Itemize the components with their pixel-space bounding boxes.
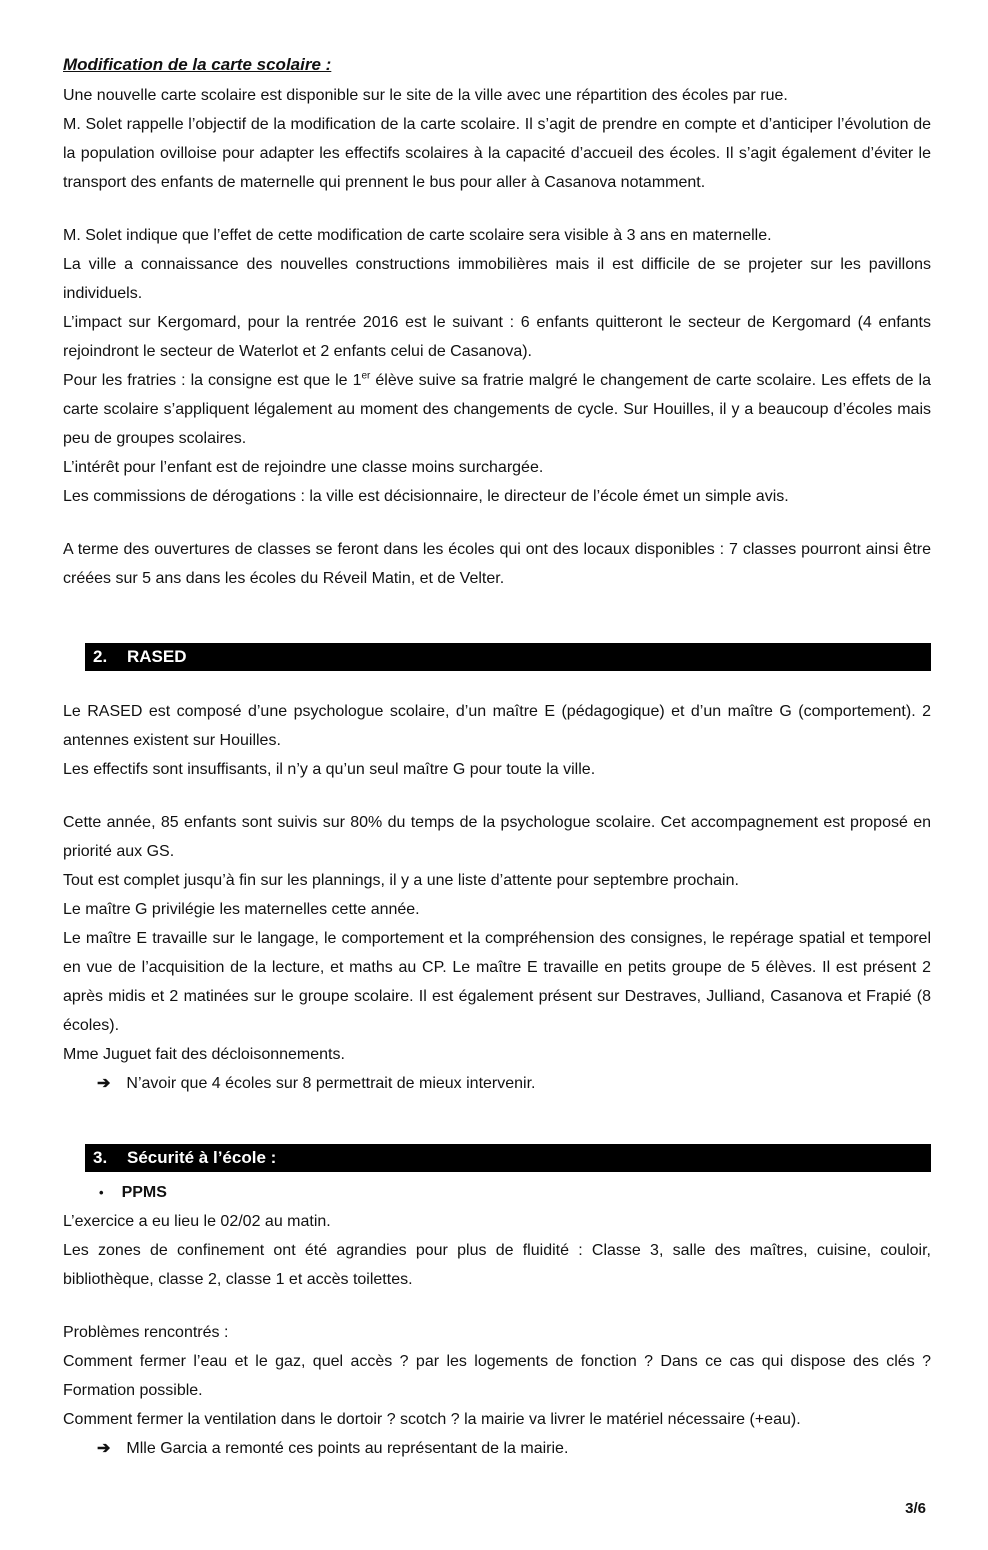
document-title: Modification de la carte scolaire :: [63, 55, 332, 74]
paragraph-effectifs: Les effectifs sont insuffisants, il n’y a qu’un seul maître G pour toute la ville.: [63, 761, 596, 778]
paragraph-interet-enfant: L’intérêt pour l’enfant est de rejoindre une classe moins surchargée.: [63, 459, 544, 476]
blank-line: [63, 1294, 931, 1318]
bullet-icon: •: [99, 1185, 104, 1200]
paragraph-exercice: L’exercice a eu lieu le 02/02 au matin.: [63, 1213, 331, 1230]
bullet-item-ppms: [63, 1178, 931, 1207]
section-title: RASED: [127, 647, 187, 666]
blank-line: [63, 784, 931, 808]
paragraph-fratries: [63, 366, 931, 453]
paragraph-juguet: Mme Juguet fait des décloisonnements.: [63, 1046, 345, 1063]
paragraph-eau-gaz: Comment fermer l’eau et le gaz, quel accès ? par les logements de fonction ? Dans ce cas qui dispose des clés ? Formation possible.: [63, 1353, 931, 1399]
paragraph-problemes-rencontres: Problèmes rencontrés :: [63, 1324, 229, 1341]
paragraph-rased-composition: Le RASED est composé d’une psychologue scolaire, d’un maître E (pédagogique) et d’un maître G (comportement). 2 antennes existent sur Houilles.: [63, 703, 931, 749]
superscript-ordinal: er: [361, 370, 371, 382]
arrow-icon: ➔: [97, 1075, 111, 1092]
blank-line: [63, 511, 931, 535]
action-item-text: N’avoir que 4 écoles sur 8 permettrait de mieux intervenir.: [126, 1075, 536, 1092]
paragraph-plannings: Tout est complet jusqu’à fin sur les plannings, il y a une liste d’attente pour septembre prochain.: [63, 872, 739, 889]
arrow-icon: ➔: [97, 1440, 111, 1457]
document-body: [63, 50, 931, 1463]
paragraph-zones-confinement: Les zones de confinement ont été agrandies pour plus de fluidité : Classe 3, salle des maîtres, cuisine, couloir, bibliothèque, classe 2, classe 1 et accès toilettes.: [63, 1242, 931, 1288]
action-item-garcia: [63, 1434, 931, 1463]
paragraph-nouvelle-carte: Une nouvelle carte scolaire est disponible sur le site de la ville avec une répartition des écoles par rue.: [63, 87, 788, 104]
paragraph-constructions: La ville a connaissance des nouvelles constructions immobilières mais il est difficile de se projeter sur les pavillons individuels.: [63, 256, 931, 302]
paragraph-ouvertures-classes: A terme des ouvertures de classes se feront dans les écoles qui ont des locaux disponibles : 7 classes pourront ainsi être créées sur 5 ans dans les écoles du Réveil Matin, et de Velter.: [63, 541, 931, 587]
bullet-item-label: PPMS: [121, 1184, 167, 1201]
paragraph-85-enfants: Cette année, 85 enfants sont suivis sur 80% du temps de la psychologue scolaire. Cet accompagnement est proposé en priorité aux GS.: [63, 814, 931, 860]
paragraph-maitre-e: Le maître E travaille sur le langage, le comportement et la compréhension des consignes, le repérage spatial et temporel en vue de l’acquisition de la lecture, et maths au CP. Le maître E travaille en petits groupe de 5 élèves. Il est présent 2 après midis et 2 matinées sur le groupe scolaire. Il est également présent sur Destraves, Julliand, Casanova et Frapié (8 écoles).: [63, 930, 931, 1034]
paragraph-ventilation: Comment fermer la ventilation dans le dortoir ? scotch ? la mairie va livrer le matériel nécessaire (+eau).: [63, 1411, 801, 1428]
paragraph-impact-kergomard: L’impact sur Kergomard, pour la rentrée 2016 est le suivant : 6 enfants quitteront le secteur de Kergomard (4 enfants rejoindront le secteur de Waterlot et 2 enfants celui de Casanova).: [63, 314, 931, 360]
section-heading-rased: [85, 643, 931, 671]
paragraph-objectif: M. Solet rappelle l’objectif de la modification de la carte scolaire. Il s’agit de prendre en compte et d’anticiper l’évolution de la population ovilloise pour adapter les effectifs scolaires à la capacité d’accueil des écoles. Il s’agit également d’éviter le transport des enfants de maternelle qui prennent le bus pour aller à Casanova notamment.: [63, 116, 931, 191]
paragraph-effet-visible: M. Solet indique que l’effet de cette modification de carte scolaire sera visible à 3 ans en maternelle.: [63, 227, 772, 244]
section-title: Sécurité à l’école :: [127, 1148, 277, 1167]
blank-line: [63, 197, 931, 221]
text-run: Pour les fratries : la consigne est que le 1: [63, 372, 362, 389]
paragraph-derogations: Les commissions de dérogations : la ville est décisionnaire, le directeur de l’école émet un simple avis.: [63, 488, 789, 505]
text-run: élève suive sa fratrie malgré le changement de carte scolaire. Les effets de la carte scolaire s’appliquent légalement au moment des changements de cycle. Sur Houilles, il y a beaucoup d’écoles mais peu de groupes scolaires.: [63, 372, 931, 447]
action-item-text: Mlle Garcia a remonté ces points au représentant de la mairie.: [126, 1440, 569, 1457]
section-number: 2.: [93, 647, 108, 666]
section-number: 3.: [93, 1148, 108, 1167]
page-number: 3/6: [905, 1500, 926, 1517]
section-heading-securite: [85, 1144, 931, 1172]
action-item-ecoles: [63, 1069, 931, 1098]
paragraph-maitre-g: Le maître G privilégie les maternelles cette année.: [63, 901, 420, 918]
